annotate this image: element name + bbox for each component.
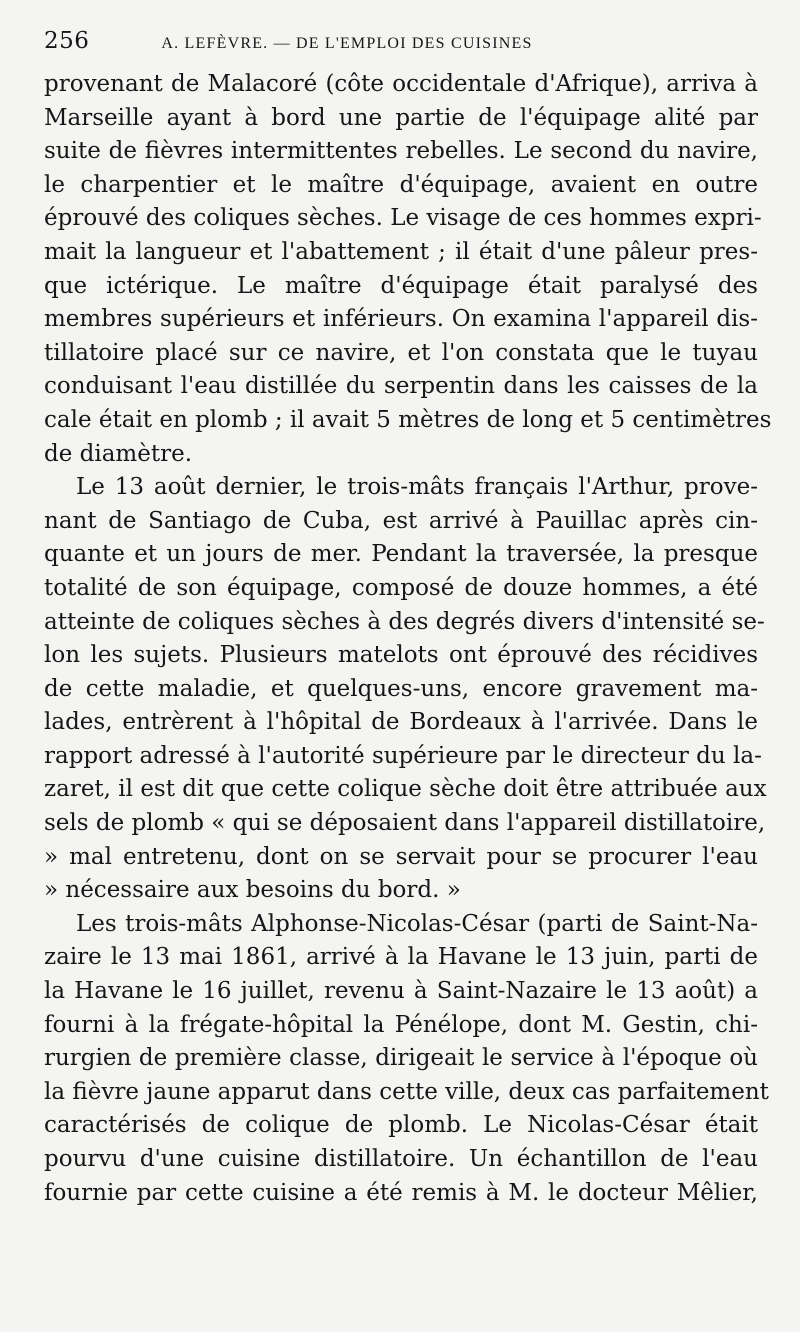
text-line: Marseille ayant à bord une partie de l'équipage alité par: [44, 104, 758, 131]
page-number: 256: [44, 28, 90, 54]
text-line: » nécessaire aux besoins du bord. »: [44, 877, 461, 904]
text-line: zaire le 13 mai 1861, arrivé à la Havane le 13 juin, parti de: [44, 944, 758, 971]
page-header: [44, 28, 758, 68]
text-line: la fièvre jaune apparut dans cette ville, deux cas parfaitement: [44, 1078, 769, 1105]
text-line: suite de fièvres intermittentes rebelles. Le second du navire,: [44, 138, 758, 165]
text-line: tillatoire placé sur ce navire, et l'on constata que le tuyau: [44, 339, 758, 366]
text-line: atteinte de coliques sèches à des degrés divers d'intensité se-: [44, 608, 765, 635]
text-line: Les trois-mâts Alphonse-Nicolas-César (parti de Saint-Na-: [76, 910, 758, 937]
text-line: éprouvé des coliques sèches. Le visage de ces hommes expri-: [44, 205, 762, 232]
paragraph: [44, 471, 767, 908]
body-text: [44, 68, 772, 1210]
text-line: de diamètre.: [44, 440, 193, 467]
text-line: zaret, il est dit que cette colique sèche doit être attribuée aux: [44, 776, 767, 803]
text-line: sels de plomb « qui se déposaient dans l'appareil distillatoire,: [44, 810, 766, 837]
paragraph: [44, 68, 772, 471]
text-line: totalité de son équipage, composé de douze hommes, a été: [44, 574, 758, 601]
text-line: lon les sujets. Plusieurs matelots ont éprouvé des récidives: [44, 642, 758, 669]
text-line: rapport adressé à l'autorité supérieure par le directeur du la-: [44, 742, 762, 769]
text-line: quante et un jours de mer. Pendant la traversée, la presque: [44, 541, 758, 568]
text-line: la Havane le 16 juillet, revenu à Saint-Nazaire le 13 août) a: [44, 978, 758, 1005]
text-line: le charpentier et le maître d'équipage, avaient en outre: [44, 171, 758, 198]
text-line: Le 13 août dernier, le trois-mâts français l'Arthur, prove-: [76, 474, 758, 501]
text-line: de cette maladie, et quelques-uns, encore gravement ma-: [44, 675, 758, 702]
text-line: lades, entrèrent à l'hôpital de Bordeaux à l'arrivée. Dans le: [44, 709, 758, 736]
text-line: nant de Santiago de Cuba, est arrivé à Pauillac après cin-: [44, 507, 758, 534]
text-line: membres supérieurs et inférieurs. On examina l'appareil dis-: [44, 306, 758, 333]
text-line: mait la langueur et l'abattement ; il était d'une pâleur pres-: [44, 238, 758, 265]
text-line: provenant de Malacoré (côte occidentale d'Afrique), arriva à: [44, 71, 758, 97]
paragraph: [44, 908, 769, 1210]
text-line: conduisant l'eau distillée du serpentin dans les caisses de la: [44, 373, 758, 400]
text-line: caractérisés de colique de plomb. Le Nicolas-César était: [44, 1112, 758, 1139]
text-line: cale était en plomb ; il avait 5 mètres de long et 5 centimètres: [44, 406, 772, 433]
text-line: fournie par cette cuisine a été remis à M. le docteur Mêlier,: [44, 1179, 758, 1206]
text-line: fourni à la frégate-hôpital la Pénélope, dont M. Gestin, chi-: [44, 1011, 758, 1038]
text-line: que ictérique. Le maître d'équipage était paralysé des: [44, 272, 758, 299]
text-line: rurgien de première classe, dirigeait le service à l'époque où: [44, 1045, 758, 1072]
text-line: pourvu d'une cuisine distillatoire. Un échantillon de l'eau: [44, 1146, 758, 1172]
running-head: A. LEFÈVRE. — DE L'EMPLOI DES CUISINES: [161, 35, 533, 52]
text-line: » mal entretenu, dont on se servait pour se procurer l'eau: [44, 843, 758, 870]
